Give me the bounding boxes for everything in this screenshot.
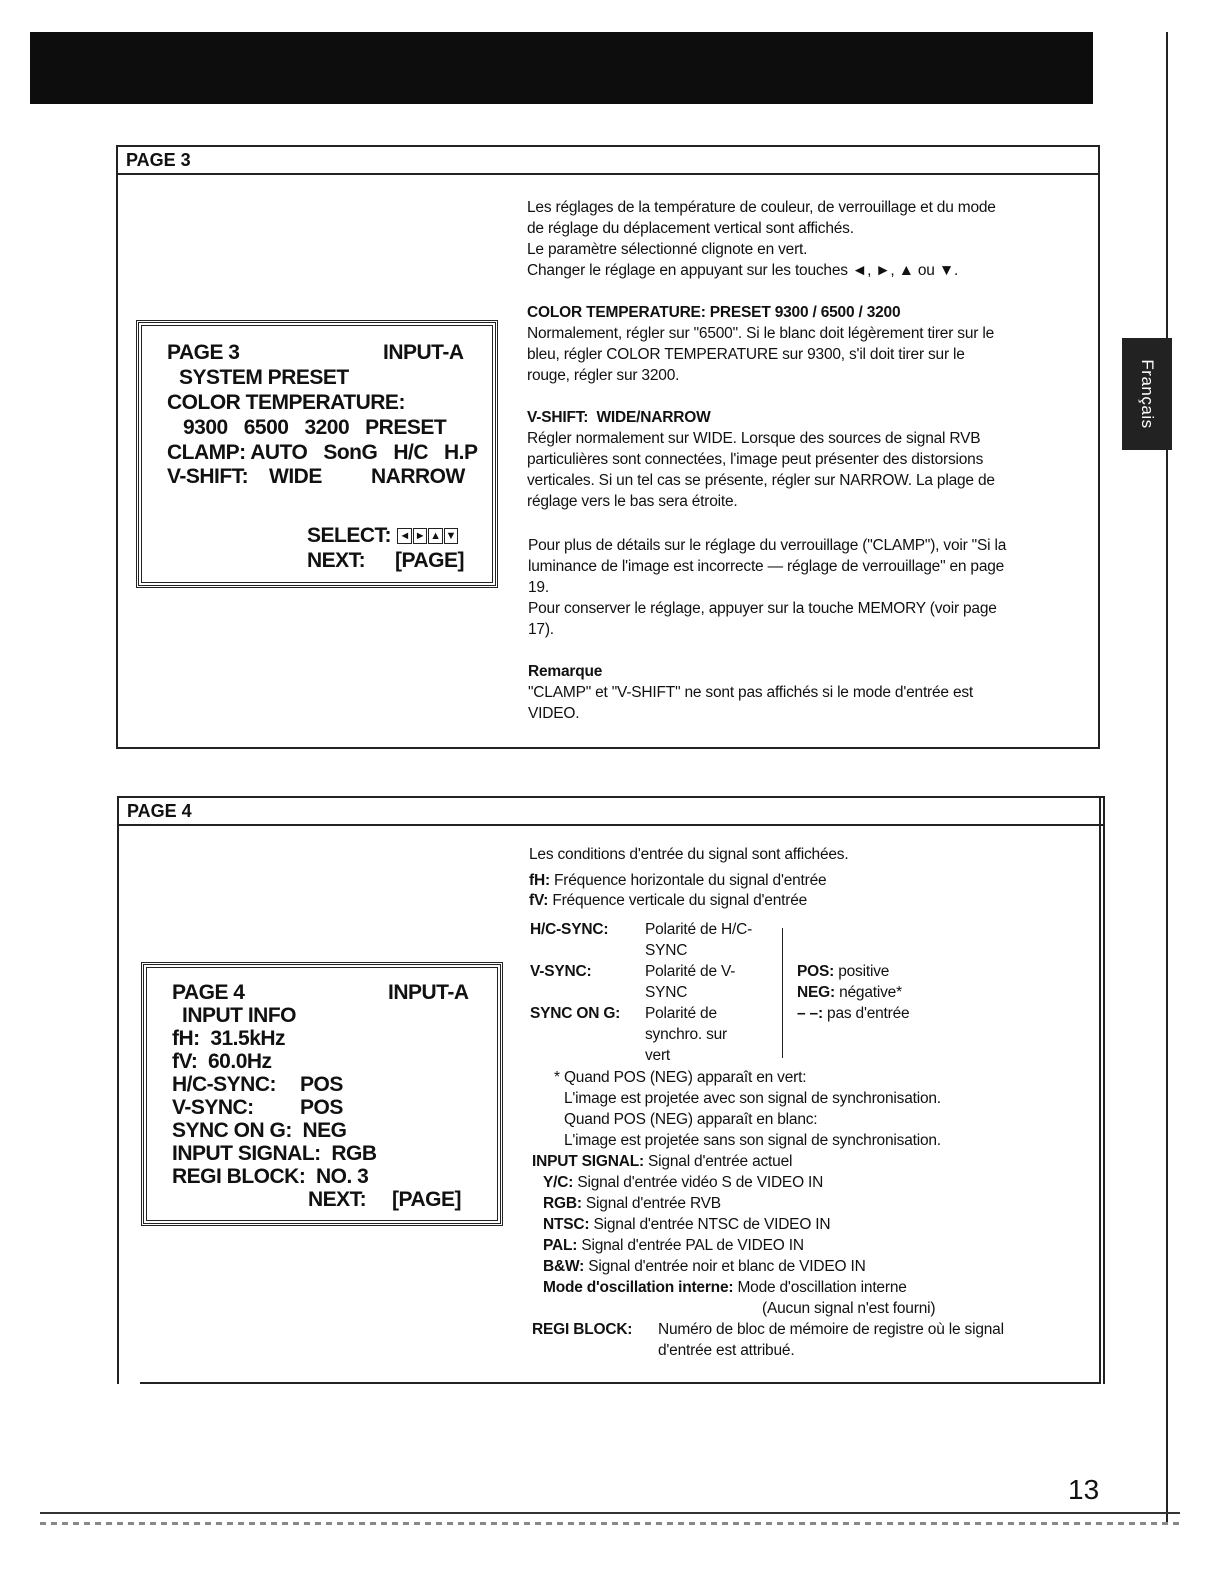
osd3-vshift-label: V-SHIFT: bbox=[167, 465, 249, 488]
text-line: L'image est projetée sans son signal de synchronisation. bbox=[564, 1132, 941, 1149]
osd3-page-label: PAGE 3 bbox=[167, 341, 240, 364]
osd4-next-value: [PAGE] bbox=[392, 1188, 461, 1211]
signal-label: PAL: bbox=[543, 1237, 578, 1254]
text-line: bleu, régler COLOR TEMPERATURE sur 9300, s'il doit tirer sur le bbox=[527, 346, 965, 363]
list-item bbox=[543, 1256, 907, 1277]
bottom-dotted-rule bbox=[40, 1522, 1180, 1525]
osd4-v-sync-label: V-SYNC: bbox=[172, 1096, 254, 1119]
osd3-vshift-wide: WIDE bbox=[269, 465, 322, 488]
text-line: d'entrée est attribué. bbox=[658, 1342, 795, 1359]
regi-block-desc bbox=[658, 1319, 1004, 1361]
text-line: Les réglages de la température de couleur, de verrouillage et du mode bbox=[527, 199, 996, 216]
color-temp-heading: COLOR TEMPERATURE: PRESET 9300 / 6500 / 3200 bbox=[527, 304, 901, 321]
text-line: Polarité de V- bbox=[645, 963, 736, 980]
osc-extra: (Aucun signal n'est fourni) bbox=[762, 1300, 936, 1317]
sync-note-lines bbox=[564, 1088, 941, 1151]
top-black-banner bbox=[30, 32, 1093, 104]
hc-sync-desc bbox=[645, 919, 752, 961]
signal-label: RGB: bbox=[543, 1195, 582, 1212]
legend-label: – –: bbox=[797, 1005, 823, 1022]
page4-fv-line bbox=[529, 890, 807, 911]
text-line: verticales. Si un tel cas se présente, régler sur NARROW. La plage de bbox=[527, 472, 995, 489]
page4-fh-line bbox=[529, 870, 826, 891]
osd4-input-signal: INPUT SIGNAL: RGB bbox=[172, 1142, 377, 1165]
text-line: "CLAMP" et "V-SHIFT" ne sont pas affichés si le mode d'entrée est bbox=[528, 684, 974, 701]
up-arrow-icon: ▲ bbox=[430, 530, 441, 543]
hc-sync-label: H/C-SYNC: bbox=[530, 921, 609, 938]
osd3-next-value: [PAGE] bbox=[395, 549, 464, 572]
text-line: L'image est projetée avec son signal de synchronisation. bbox=[564, 1090, 941, 1107]
osd4-fv: fV: 60.0Hz bbox=[172, 1050, 272, 1073]
page4-section-title: PAGE 4 bbox=[127, 801, 192, 821]
page4-intro: Les conditions d'entrée du signal sont affichées. bbox=[529, 846, 849, 863]
list-item bbox=[543, 1172, 907, 1193]
page3-color-temp-block bbox=[527, 302, 994, 386]
osd4-sync-on-g: SYNC ON G: NEG bbox=[172, 1119, 347, 1142]
osd4-hc-sync-value: POS bbox=[300, 1073, 343, 1096]
regi-block-label: REGI BLOCK: bbox=[532, 1321, 633, 1338]
osd4-regi-block: REGI BLOCK: NO. 3 bbox=[172, 1165, 369, 1188]
text-line: Normalement, régler sur "6500". Si le blanc doit légèrement tirer sur le bbox=[527, 325, 994, 342]
text-line: Changer le réglage en appuyant sur les touches ◄, ►, ▲ ou ▼. bbox=[527, 262, 959, 279]
brace-line bbox=[782, 928, 783, 1058]
down-arrow-icon: ▼ bbox=[445, 530, 456, 543]
list-item bbox=[543, 1235, 907, 1256]
osd3-input-label: INPUT-A bbox=[383, 341, 464, 364]
signal-label: NTSC: bbox=[543, 1216, 590, 1233]
osd3-color-temp-options: 9300 6500 3200 PRESET bbox=[183, 416, 447, 439]
text-line: luminance de l'image est incorrecte — réglage de verrouillage" en page bbox=[528, 558, 1005, 575]
page3-remark-block bbox=[528, 661, 973, 724]
osd3-select-row bbox=[307, 524, 458, 548]
text-line: 19. bbox=[528, 579, 549, 596]
legend-text: pas d'entrée bbox=[827, 1005, 910, 1022]
signal-text: Mode d'oscillation interne bbox=[737, 1279, 907, 1296]
text-line: rouge, régler sur 3200. bbox=[527, 367, 680, 384]
list-item bbox=[543, 1193, 907, 1214]
text-line: Régler normalement sur WIDE. Lorsque des sources de signal RVB bbox=[527, 430, 981, 447]
text-line: SYNC bbox=[645, 984, 688, 1001]
osd4-page-label: PAGE 4 bbox=[172, 981, 245, 1004]
text-line: SYNC bbox=[645, 942, 688, 959]
left-arrow-icon: ◄ bbox=[399, 530, 410, 543]
v-sync-desc bbox=[645, 961, 735, 1003]
text-line: Le paramètre sélectionné clignote en vert. bbox=[527, 241, 808, 258]
text-line: Polarité de H/C- bbox=[645, 921, 753, 938]
page3-osd-screen bbox=[136, 320, 498, 588]
text-line: VIDEO. bbox=[528, 705, 580, 722]
language-tab bbox=[1122, 338, 1172, 450]
text-line: Pour plus de détails sur le réglage du verrouillage ("CLAMP"), voir "Si la bbox=[528, 537, 1007, 554]
fv-text: Fréquence verticale du signal d'entrée bbox=[552, 892, 808, 909]
fh-label: fH: bbox=[529, 872, 550, 889]
sync-on-g-desc bbox=[645, 1003, 727, 1066]
language-tab-label: Français bbox=[1138, 359, 1157, 429]
page4-bottom-border bbox=[140, 1382, 1101, 1384]
text-line: Quand POS (NEG) apparaît en blanc: bbox=[564, 1111, 818, 1128]
right-arrow-icon: ► bbox=[414, 530, 426, 543]
legend-label: POS: bbox=[797, 963, 835, 980]
bottom-rule bbox=[40, 1512, 1180, 1514]
fv-label: fV: bbox=[529, 892, 549, 909]
osd3-clamp-options: CLAMP: AUTO SonG H/C H.P bbox=[167, 441, 478, 464]
vshift-heading: V-SHIFT: WIDE/NARROW bbox=[527, 409, 711, 426]
legend-label: NEG: bbox=[797, 984, 835, 1001]
legend-text: positive bbox=[838, 963, 890, 980]
osd4-input-info: INPUT INFO bbox=[182, 1004, 296, 1027]
text-line: Pour conserver le réglage, appuyer sur la touche MEMORY (voir page bbox=[528, 600, 997, 617]
text-line: particulières sont connectées, l'image peut présenter des distorsions bbox=[527, 451, 984, 468]
page3-section-header bbox=[118, 147, 1098, 175]
osd4-fh: fH: 31.5kHz bbox=[172, 1027, 286, 1050]
page4-osd-screen bbox=[141, 962, 503, 1226]
list-item bbox=[543, 1277, 907, 1298]
signal-text: Signal d'entrée noir et blanc de VIDEO IN bbox=[588, 1258, 866, 1275]
signal-text: Signal d'entrée NTSC de VIDEO IN bbox=[593, 1216, 831, 1233]
signal-text: Signal d'entrée vidéo S de VIDEO IN bbox=[577, 1174, 824, 1191]
signal-label: Mode d'oscillation interne: bbox=[543, 1279, 734, 1296]
sync-on-g-label: SYNC ON G: bbox=[530, 1005, 621, 1022]
osd4-input-label: INPUT-A bbox=[388, 981, 469, 1004]
text-line: Polarité de bbox=[645, 1005, 717, 1022]
input-signal-line bbox=[532, 1151, 792, 1172]
polarity-legend bbox=[797, 961, 909, 1024]
signal-list bbox=[543, 1172, 907, 1298]
page4-section-header bbox=[119, 798, 1103, 826]
osd3-system-preset: SYSTEM PRESET bbox=[179, 366, 349, 389]
v-sync-label: V-SYNC: bbox=[530, 963, 592, 980]
osd4-hc-sync-label: H/C-SYNC: bbox=[172, 1073, 276, 1096]
signal-text: Signal d'entrée RVB bbox=[585, 1195, 721, 1212]
osd4-next-label: NEXT: bbox=[308, 1188, 367, 1211]
text-line: vert bbox=[645, 1047, 671, 1064]
page4-right-border bbox=[1099, 796, 1101, 1384]
page3-section-title: PAGE 3 bbox=[126, 150, 191, 170]
osd3-color-temp-label: COLOR TEMPERATURE: bbox=[167, 391, 405, 414]
page3-vshift-block bbox=[527, 407, 995, 512]
signal-text: Signal d'entrée PAL de VIDEO IN bbox=[581, 1237, 804, 1254]
remark-heading: Remarque bbox=[528, 663, 603, 680]
osd3-next-label: NEXT: bbox=[307, 549, 366, 572]
signal-label: Y/C: bbox=[543, 1174, 574, 1191]
osd3-select-label: SELECT: bbox=[307, 524, 392, 547]
list-item bbox=[543, 1214, 907, 1235]
right-margin-line bbox=[1166, 32, 1168, 1522]
input-signal-label: INPUT SIGNAL: bbox=[532, 1153, 644, 1170]
text-line: de réglage du déplacement vertical sont affichés. bbox=[527, 220, 854, 237]
page3-clamp-block bbox=[528, 535, 1006, 640]
page3-intro bbox=[527, 197, 996, 281]
input-signal-text: Signal d'entrée actuel bbox=[648, 1153, 793, 1170]
sync-note-line1: * Quand POS (NEG) apparaît en vert: bbox=[554, 1069, 807, 1086]
signal-label: B&W: bbox=[543, 1258, 585, 1275]
text-line: synchro. sur bbox=[645, 1026, 728, 1043]
text-line: réglage vers le bas sera étroite. bbox=[527, 493, 738, 510]
page-number: 13 bbox=[1068, 1474, 1100, 1505]
osd3-vshift-narrow: NARROW bbox=[371, 465, 465, 488]
text-line: 17). bbox=[528, 621, 554, 638]
osd4-v-sync-value: POS bbox=[300, 1096, 343, 1119]
legend-text: négative* bbox=[839, 984, 902, 1001]
fh-text: Fréquence horizontale du signal d'entrée bbox=[554, 872, 827, 889]
text-line: Numéro de bloc de mémoire de registre où le signal bbox=[658, 1321, 1004, 1338]
